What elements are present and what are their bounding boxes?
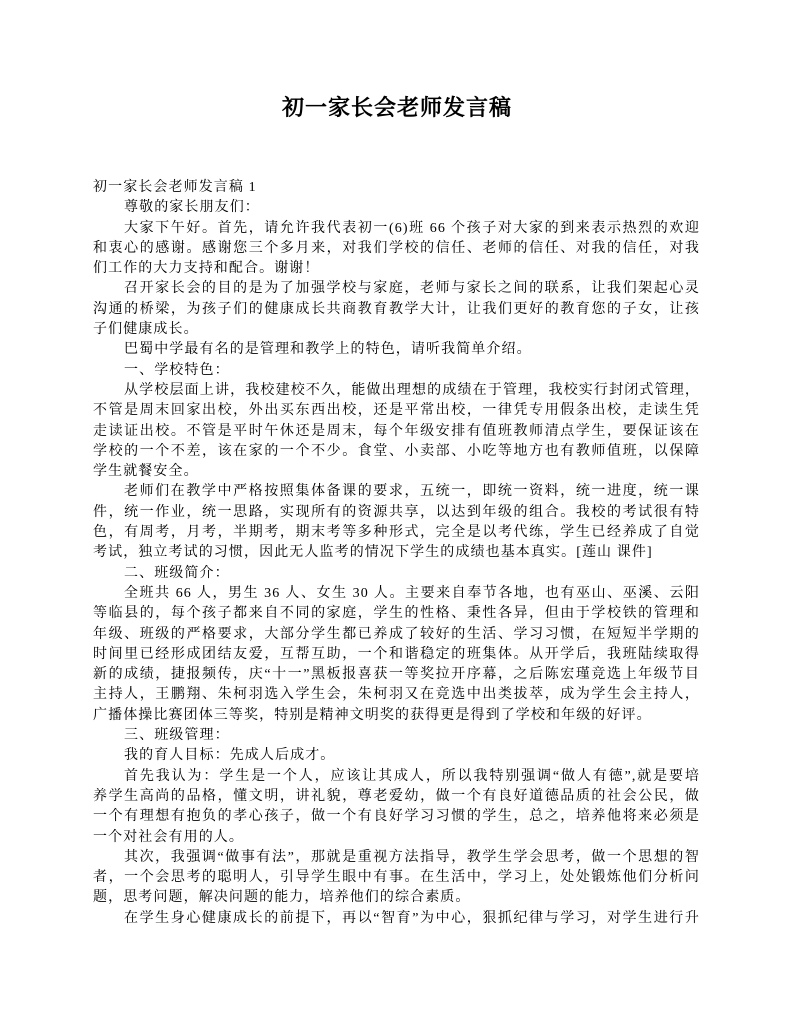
paragraph-line: 老师们在教学中严格按照集体备课的要求，五统一，即统一资料，统一进度，统一课 bbox=[124, 484, 700, 500]
paragraph-line: 时间里已经形成团结友爱，互帮互助，一个和谐稳定的班集体。从开学后，我班陆续取得 bbox=[93, 646, 700, 662]
paragraph-line: 等临县的，每个孩子都来自不同的家庭，学生的性格、秉性各异，但由于学校铁的管理和 bbox=[93, 606, 700, 622]
paragraph-line: 学生就餐安全。 bbox=[93, 464, 199, 480]
section-heading bbox=[93, 361, 700, 381]
paragraph bbox=[93, 279, 700, 340]
paragraph-line: 在学生身心健康成长的前提下，再以“智育”为中心，狠抓纪律与学习，对学生进行升 bbox=[124, 910, 700, 926]
paragraph-line: 年级、班级的严格要求，大部分学生都已养成了较好的生活、学习习惯，在短短半学期的 bbox=[93, 626, 700, 642]
paragraph-line: 主持人，王鹏翔、朱柯羽选入学生会，朱柯羽又在竞选中出类拔萃，成为学生会主持人， bbox=[93, 687, 700, 703]
paragraph-line: 色，有周考，月考，半期考，期末考等多种形式，完全是以考代练，学生已经养成了自觉 bbox=[93, 525, 700, 541]
paragraph-line: 从学校层面上讲，我校建校不久，能做出理想的成绩在于管理，我校实行封闭式管理， bbox=[124, 382, 700, 398]
paragraph-line: 三、班级管理： bbox=[124, 728, 230, 744]
paragraph-line: 二、班级简介： bbox=[124, 565, 230, 581]
paragraph-line: 尊敬的家长朋友们： bbox=[124, 200, 260, 216]
salutation bbox=[93, 198, 700, 218]
paragraph-line: 一个有理想有抱负的孝心孩子，做一个有良好学习习惯的学生，总之，培养他将来必须是 bbox=[93, 809, 700, 825]
section-heading bbox=[93, 726, 700, 746]
paragraph bbox=[93, 767, 700, 848]
document-title: 初一家长会老师发言稿 bbox=[281, 95, 512, 120]
paragraph bbox=[93, 746, 700, 766]
paragraph-line: 不管是周末回家出校，外出买东西出校，还是平常出校，一律凭专用假条出校，走读生凭 bbox=[93, 403, 700, 419]
paragraph-line: 首先我认为：学生是一个人，应该让其成人，所以我特别强调“做人有德”,就是要培 bbox=[124, 768, 700, 784]
paragraph bbox=[93, 584, 700, 726]
paragraph-line: 一个对社会有用的人。 bbox=[93, 829, 244, 845]
section-heading bbox=[93, 564, 700, 584]
paragraph-line: 我的育人目标：先成人后成才。 bbox=[124, 748, 336, 764]
speech-heading: 初一家长会老师发言稿 1 bbox=[93, 180, 257, 195]
paragraph-line: 养学生高尚的品格，懂文明，讲礼貌，尊老爱幼，做一个有良好道德品质的社会公民，做 bbox=[93, 788, 700, 804]
document-body bbox=[93, 178, 700, 929]
paragraph bbox=[93, 219, 700, 280]
paragraph-line: 者，一个会思考的聪明人，引导学生眼中有事。在生活中，学习上，处处锻炼他们分析问 bbox=[93, 870, 700, 886]
paragraph bbox=[93, 340, 700, 360]
paragraph bbox=[93, 848, 700, 909]
paragraph-line: 广播体操比赛团体三等奖，特别是精神文明奖的获得更是得到了学校和年级的好评。 bbox=[93, 707, 652, 723]
paragraph-line: 一、学校特色： bbox=[124, 362, 230, 378]
paragraph-line: 全班共 66 人，男生 36 人、女生 30 人。主要来自奉节各地，也有巫山、巫溪、云阳 bbox=[124, 585, 700, 601]
paragraph-line: 沟通的桥梁，为孩子们的健康成长共商教育教学大计，让我们更好的教育您的子女，让孩 bbox=[93, 301, 700, 317]
paragraph-line: 巴蜀中学最有名的是管理和教学上的特色，请听我简单介绍。 bbox=[124, 342, 532, 358]
paragraph-line: 题，思考问题，解决问题的能力，培养他们的综合素质。 bbox=[93, 890, 471, 906]
paragraph-line: 子们健康成长。 bbox=[93, 322, 199, 338]
paragraph-line: 走读证出校。不管是平时午休还是周末，每个年级安排有值班教师清点学生，要保证该在 bbox=[93, 423, 700, 439]
paragraph-line: 大家下午好。首先，请允许我代表初一(6)班 66 个孩子对大家的到来表示热烈的欢迎 bbox=[124, 220, 700, 236]
paragraph-line: 召开家长会的目的是为了加强学校与家庭，老师与家长之间的联系，让我们架起心灵 bbox=[124, 281, 700, 297]
paragraph-line: 其次，我强调“做事有法”，那就是重视方法指导，教学生学会思考，做一个思想的智 bbox=[124, 849, 700, 865]
paragraph-line: 考试，独立考试的习惯，因此无人监考的情况下学生的成绩也基本真实。[莲山 课件] bbox=[93, 545, 653, 561]
paragraph-line: 和衷心的感谢。感谢您三个多月来，对我们学校的信任、老师的信任、对我的信任，对我 bbox=[93, 240, 700, 256]
paragraph bbox=[93, 381, 700, 482]
paragraph-line: 新的成绩，捷报频传，庆“十一”黑板报喜获一等奖拉开序幕，之后陈宏瑾竞选上年级节目 bbox=[93, 667, 700, 683]
paragraph bbox=[93, 482, 700, 563]
paragraph-line: 学校的一个不差，该在家的一个不少。食堂、小卖部、小吃等地方也有教师值班，以保障 bbox=[93, 443, 700, 459]
paragraph-line: 件，统一作业，统一思路，实现所有的资源共享，以达到年级的组合。我校的考试很有特 bbox=[93, 504, 700, 520]
paragraph bbox=[93, 909, 700, 929]
paragraph-line: 们工作的大力支持和配合。谢谢！ bbox=[93, 261, 320, 277]
